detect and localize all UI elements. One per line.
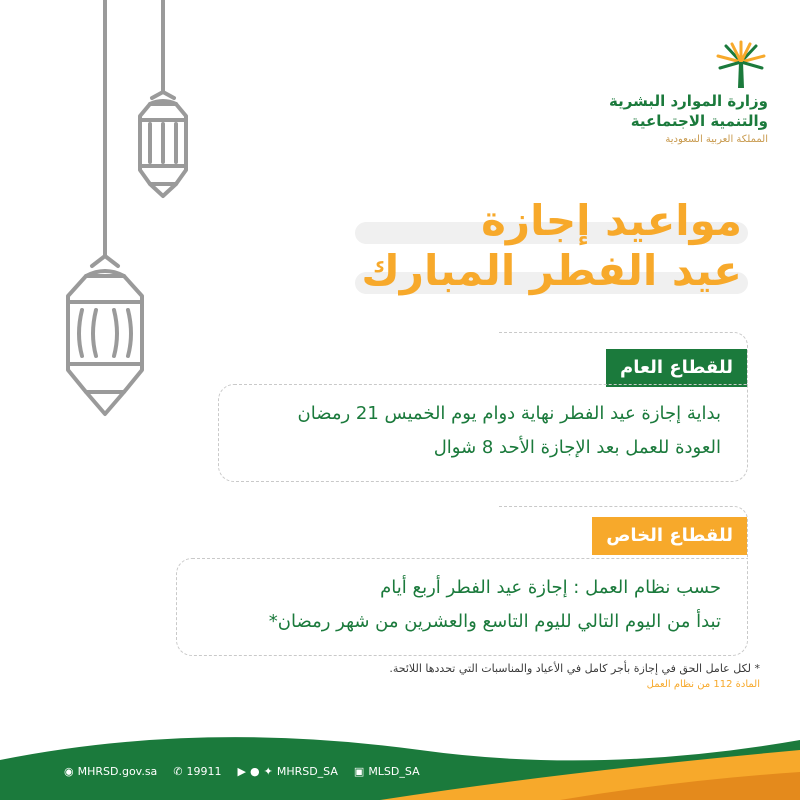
- public-sector-tab: [499, 332, 748, 385]
- twitter-icon: ✦: [263, 765, 273, 778]
- ministry-name-line1: وزارة الموارد البشرية: [609, 92, 768, 110]
- public-sector-line2: العودة للعمل بعد الإجازة الأحد 8 شوال: [433, 437, 721, 458]
- private-sector-line1: حسب نظام العمل : إجازة عيد الفطر أربع أيام: [380, 577, 721, 598]
- private-sector-card: [176, 558, 748, 656]
- phone-number[interactable]: ✆ 19911: [173, 765, 222, 778]
- private-sector-tab: [499, 506, 748, 559]
- private-sector-label: للقطاع الخاص: [592, 517, 747, 555]
- public-sector-label: للقطاع العام: [606, 349, 747, 387]
- title-line-2: عيد الفطر المبارك: [355, 246, 748, 296]
- instagram-handle[interactable]: ▣ MLSD_SA: [353, 765, 420, 778]
- footer-contacts: [64, 765, 420, 778]
- footnote-source: المادة 112 من نظام العمل: [646, 679, 760, 690]
- title-line-1: مواعيد إجازة: [355, 196, 748, 246]
- social-handle[interactable]: ▶ ● ✦ MHRSD_SA: [237, 765, 338, 778]
- phone-icon: ✆: [173, 765, 183, 778]
- footnote: [389, 662, 760, 690]
- footnote-text: * لكل عامل الحق في إجازة بأجر كامل في الأعياد والمناسبات التي تحددها اللائحة.: [389, 662, 760, 675]
- globe-icon: ◉: [64, 765, 74, 778]
- footer-wave: [0, 720, 800, 800]
- palm-sunburst-icon: [714, 40, 768, 90]
- ministry-name-line2: والتنمية الاجتماعية: [630, 112, 768, 130]
- private-sector-line2: تبدأ من اليوم التالي لليوم التاسع والعشرين من شهر رمضان*: [268, 611, 721, 632]
- public-sector-card: [218, 384, 748, 482]
- website-link[interactable]: ◉ MHRSD.gov.sa: [64, 765, 158, 778]
- youtube-icon: ▶: [237, 765, 246, 778]
- snapchat-icon: ●: [250, 765, 260, 778]
- public-sector-line1: بداية إجازة عيد الفطر نهاية دوام يوم الخميس 21 رمضان: [297, 403, 721, 424]
- page-title: [355, 196, 748, 296]
- kingdom-name: المملكة العربية السعودية: [665, 134, 768, 145]
- instagram-icon: ▣: [353, 765, 365, 778]
- lanterns-decoration: [0, 0, 230, 440]
